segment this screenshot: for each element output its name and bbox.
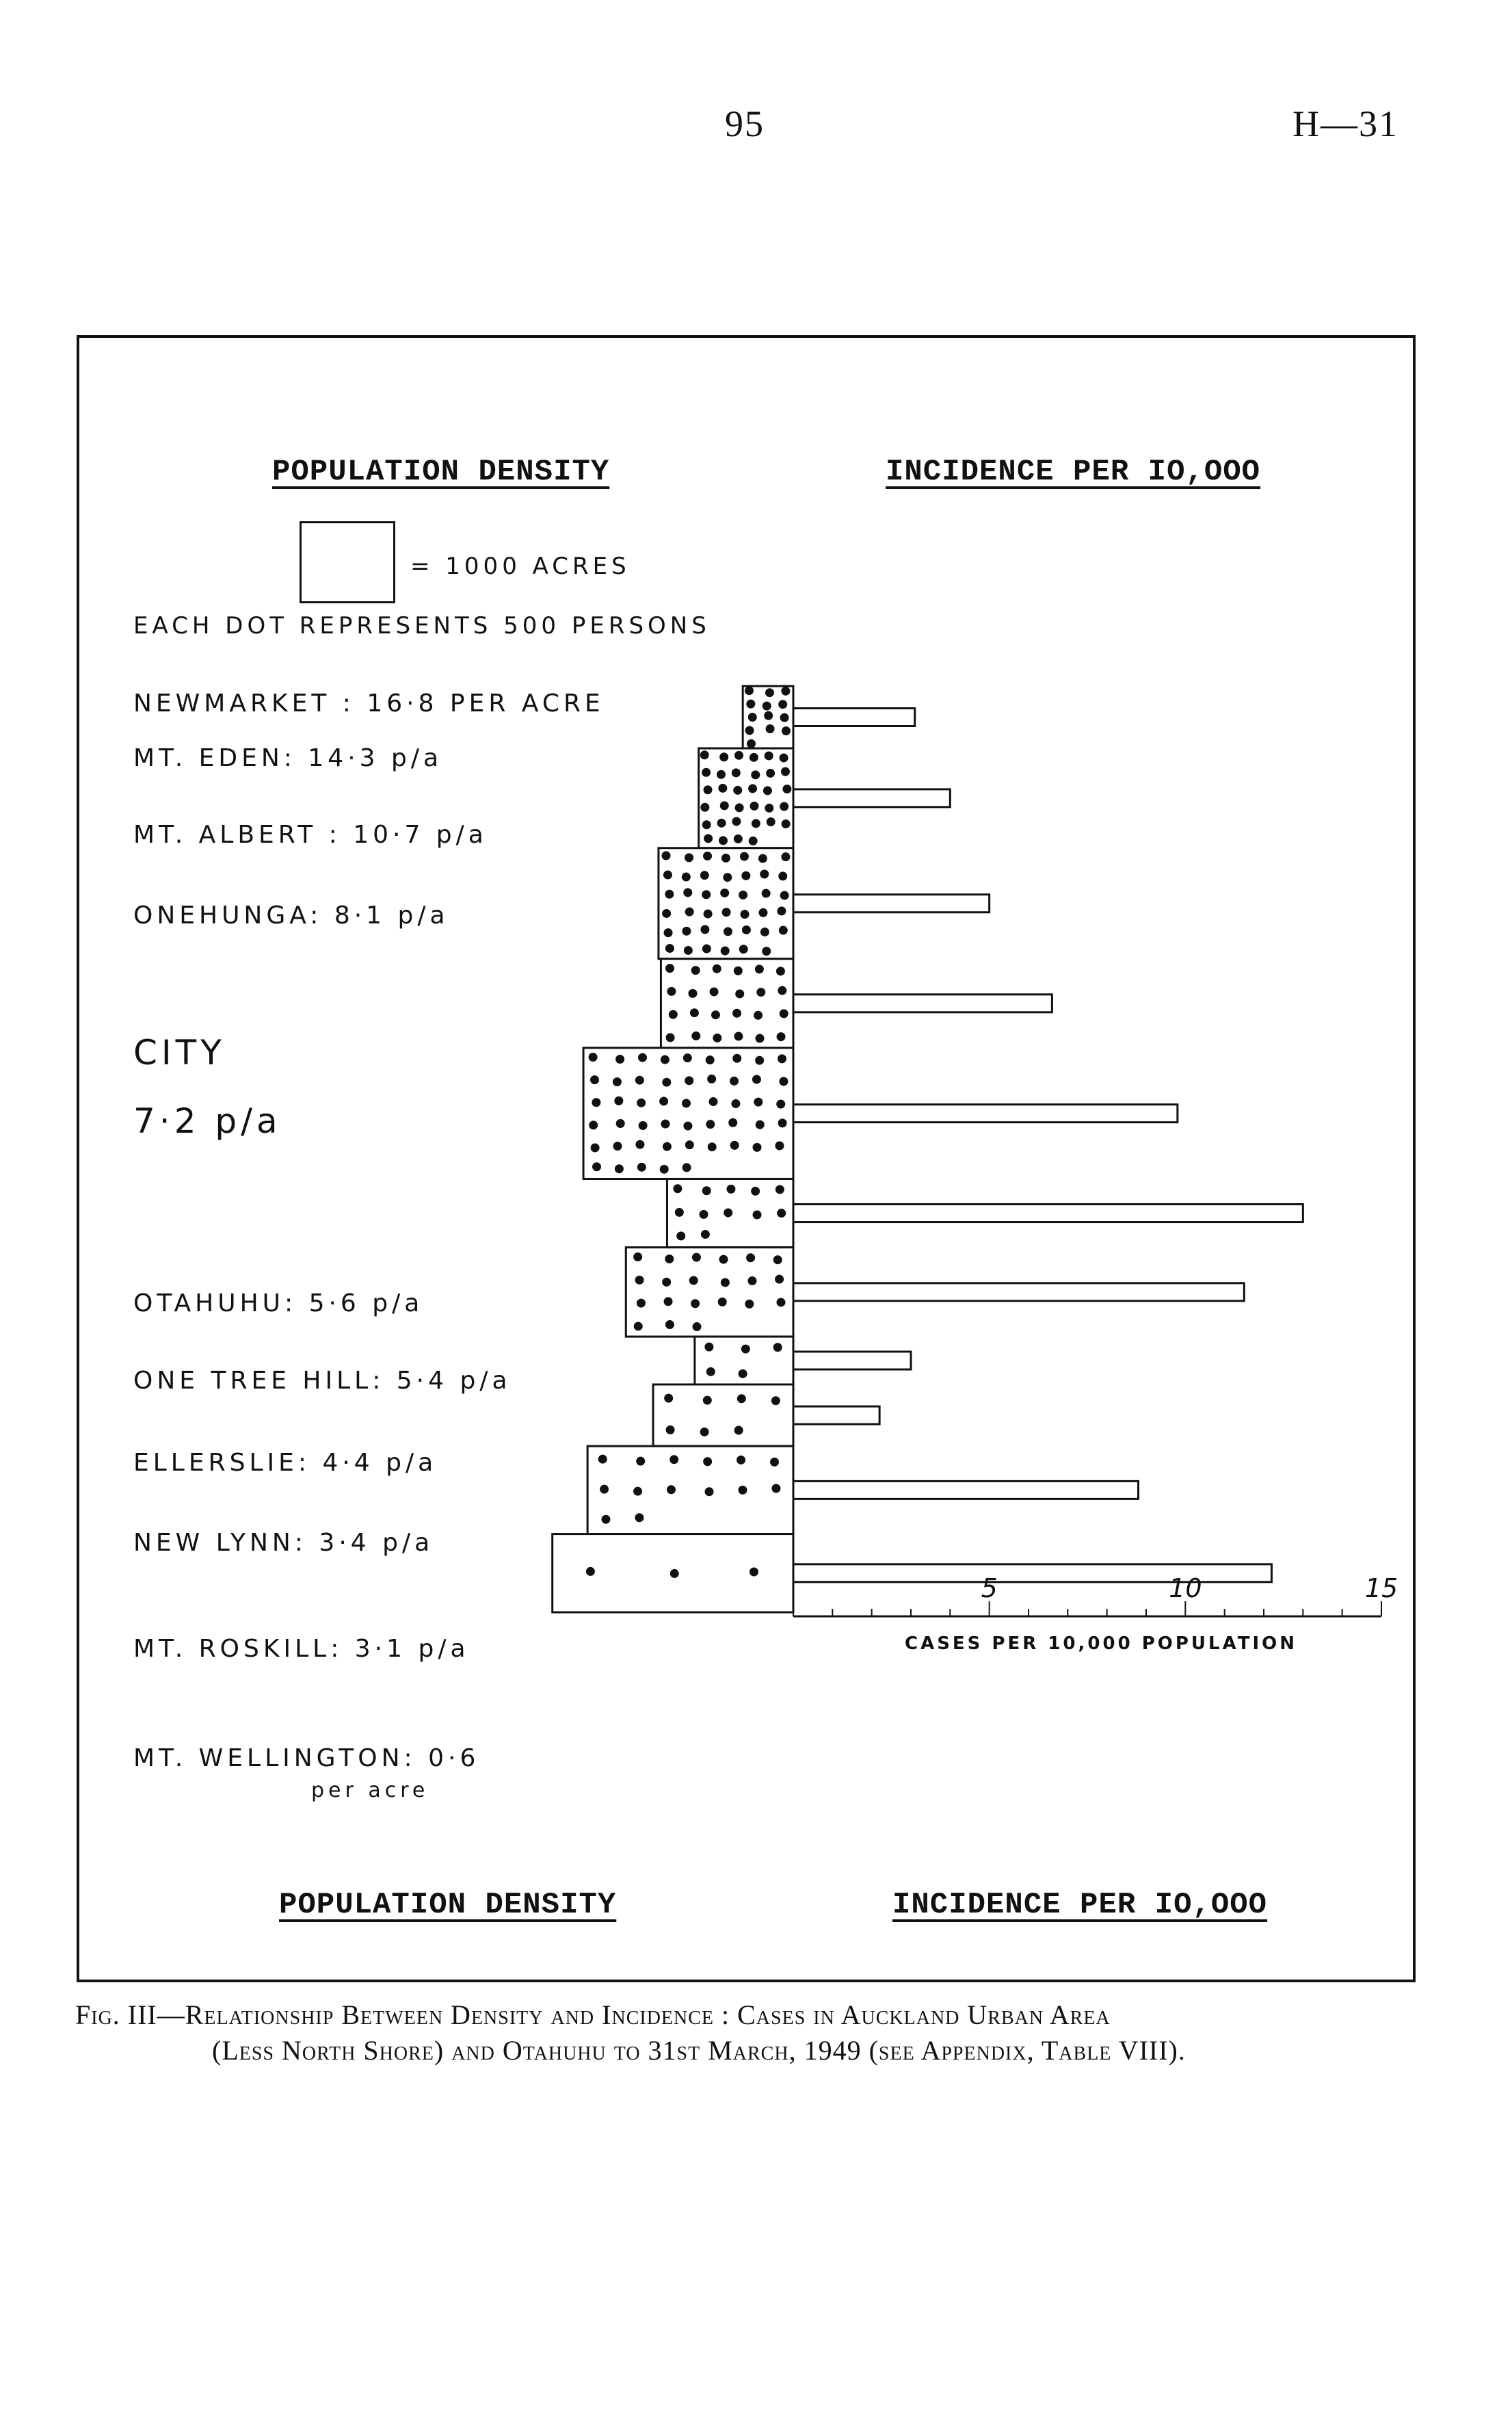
density-dot-city [591,1143,600,1152]
density-dot-mt-eden [767,817,775,826]
incidence-tick-label-10: 10 [1169,1573,1202,1604]
density-dot-onehunga [777,1032,786,1041]
density-dot-newmarket [746,700,755,709]
density-dot-city [778,1054,786,1063]
density-dot-mt-roskill [636,1457,645,1466]
density-dot-onehunga [776,967,785,975]
legend-area-text: = 1000 ACRES [410,553,631,580]
density-dot-mt-albert [702,890,711,899]
density-dot-onehunga [665,964,674,973]
density-block-new-lynn [653,1384,793,1446]
incidence-bar-mt-albert [793,895,990,912]
incidence-bar-otahuhu [793,1205,1303,1222]
density-dot-newmarket [748,713,757,722]
figure-caption [75,1997,1436,2068]
density-dot-one-tree-hill [693,1322,702,1331]
density-dot-mt-eden [718,784,727,793]
row-label-city-density: 7·2 p/a [133,1101,282,1141]
density-dot-city [706,1055,715,1064]
density-dot-mt-roskill [737,1456,745,1464]
density-dot-mt-eden [749,837,758,845]
density-dot-mt-eden [748,784,757,793]
density-dot-mt-eden [752,819,760,828]
density-dot-mt-albert [758,908,767,917]
density-dot-city [638,1053,647,1062]
density-dot-mt-roskill [669,1455,678,1464]
density-dot-mt-albert [664,928,673,937]
density-dot-mt-eden [732,817,741,826]
density-dot-otahuhu [775,1185,784,1194]
density-dot-mt-albert [741,871,750,880]
density-dot-mt-albert [662,909,671,918]
density-dot-city [616,1119,625,1128]
row-label-ellerslie: ELLERSLIE: 4·4 p/a [133,1449,438,1477]
density-dot-mt-albert [722,908,731,917]
density-dot-mt-albert [779,926,788,935]
caption-line-1: Fig. III—Relationship Between Density and Incidence : Cases in Auckland Urban Area [75,1999,1111,2030]
density-block-mt-albert [659,848,793,959]
density-dot-one-tree-hill [689,1276,698,1285]
density-dot-onehunga [689,989,698,998]
density-dot-mt-roskill [771,1484,780,1493]
row-label-one-tree-hill: ONE TREE HILL: 5·4 p/a [133,1367,512,1395]
density-block-mt-eden [699,748,793,848]
density-dot-mt-albert [663,871,672,880]
density-dot-mt-eden [735,803,744,812]
density-dot-otahuhu [726,1185,735,1194]
incidence-bar-mt-roskill [793,1481,1139,1499]
density-dot-city [685,1076,693,1085]
density-dot-mt-albert [703,852,712,860]
density-dot-mt-albert [685,853,693,862]
density-dot-onehunga [755,964,764,973]
density-dot-newmarket [745,726,754,735]
density-dot-mt-eden [704,834,713,843]
density-block-mt-roskill [587,1446,793,1534]
density-dot-city [728,1118,737,1127]
density-dot-otahuhu [751,1187,760,1196]
density-dot-mt-roskill [598,1455,607,1464]
density-dot-otahuhu [675,1208,684,1217]
density-dot-onehunga [669,1010,678,1019]
density-dot-mt-eden [719,836,728,845]
density-dot-onehunga [778,986,786,995]
incidence-bar-onehunga [793,995,1052,1012]
density-dot-city [685,1140,694,1149]
density-dot-newmarket [747,739,756,748]
density-dot-one-tree-hill [637,1299,646,1308]
density-dot-mt-eden [750,802,758,811]
density-dot-mt-eden [734,835,743,843]
density-dot-onehunga [713,1034,721,1042]
density-dot-one-tree-hill [665,1320,674,1329]
density-dot-mt-albert [704,910,713,919]
density-dot-otahuhu [701,1230,710,1239]
density-dot-newmarket [781,687,790,696]
density-dot-mt-albert [682,873,691,882]
density-dot-mt-roskill [600,1485,609,1494]
density-dot-mt-eden [766,769,775,778]
density-dot-onehunga [711,1010,720,1019]
density-dot-mt-roskill [703,1457,712,1466]
density-dot-mt-albert [758,854,767,863]
density-dot-onehunga [732,1009,741,1018]
row-label-new-lynn: NEW LYNN: 3·4 p/a [133,1529,434,1557]
density-dot-onehunga [690,1008,699,1017]
density-dot-onehunga [734,967,743,975]
density-dot-one-tree-hill [634,1322,643,1330]
density-dot-mt-albert [739,945,748,954]
density-dot-mt-eden [700,750,709,759]
density-dot-newmarket [782,726,791,735]
density-dot-new-lynn [700,1428,709,1436]
density-dot-mt-eden [765,751,773,760]
density-dot-mt-wellington [750,1568,758,1577]
density-dot-mt-eden [750,753,758,762]
incidence-bar-one-tree-hill [793,1283,1244,1301]
density-dot-city [756,1120,765,1129]
density-dot-mt-eden [734,751,743,760]
density-dot-ellerslie [741,1345,750,1354]
density-dot-city [778,1118,787,1127]
density-dot-mt-roskill [738,1486,747,1495]
density-dot-city [590,1075,599,1084]
density-dot-onehunga [754,1011,762,1020]
density-dot-mt-albert [685,908,694,917]
density-dot-mt-albert [665,890,674,899]
density-dot-mt-eden [717,819,726,828]
heading-incidence-top: INCIDENCE PER IO,OOO [886,455,1261,489]
density-dot-mt-wellington [670,1569,679,1578]
row-label-onehunga: ONEHUNGA: 8·1 p/a [133,902,449,930]
density-dot-city [775,1141,784,1150]
density-dot-city [635,1076,644,1085]
density-dot-one-tree-hill [718,1298,727,1306]
density-dot-mt-eden [782,819,791,828]
incidence-bar-newmarket [793,708,915,726]
density-dot-ellerslie [739,1369,747,1378]
density-dot-city [707,1075,716,1083]
incidence-bar-city [793,1105,1178,1122]
series-reference: H—31 [1292,103,1398,144]
density-dot-mt-roskill [705,1487,714,1496]
density-dot-city [708,1142,717,1151]
density-dot-city [732,1054,741,1063]
density-dot-mt-albert [760,869,769,878]
density-dot-mt-eden [719,752,728,761]
heading-incidence-bottom: INCIDENCE PER IO,OOO [892,1888,1268,1922]
density-dot-otahuhu [676,1231,685,1240]
density-dot-mt-albert [665,944,674,953]
density-dot-city [730,1077,739,1086]
density-dot-city [730,1141,739,1150]
density-dot-newmarket [765,688,774,697]
density-dot-mt-eden [781,767,790,776]
density-dot-mt-roskill [635,1513,644,1522]
density-dot-city [660,1165,669,1174]
density-dot-onehunga [666,1033,675,1042]
density-dot-new-lynn [771,1396,780,1405]
density-dot-otahuhu [702,1186,711,1195]
density-dot-mt-albert [778,871,787,880]
row-label-mt-wellington: MT. WELLINGTON: 0·6 [133,1744,480,1772]
density-dot-onehunga [756,1034,765,1043]
density-block-onehunga [661,959,793,1048]
density-dot-onehunga [710,987,719,996]
density-dot-mt-albert [777,906,786,915]
density-dot-mt-eden [763,786,772,795]
density-dot-ellerslie [773,1343,782,1352]
density-dot-otahuhu [700,1210,708,1219]
density-block-city [583,1048,793,1179]
density-dot-city [706,1120,715,1129]
row-label-city: CITY [133,1033,226,1073]
density-dot-city [661,1120,670,1129]
density-dot-city [637,1163,646,1172]
density-dot-onehunga [734,1032,743,1041]
density-dot-one-tree-hill [635,1276,644,1285]
density-dot-one-tree-hill [692,1253,701,1262]
density-dot-ellerslie [704,1343,713,1352]
density-dot-new-lynn [664,1394,673,1403]
density-dot-mt-albert [700,925,709,934]
density-dot-mt-albert [684,946,693,955]
density-dot-mt-albert [762,947,771,956]
density-dot-newmarket [780,713,789,722]
incidence-tick-label-15: 15 [1364,1573,1398,1604]
density-dot-mt-albert [683,888,692,897]
density-dot-city [613,1077,622,1086]
density-dot-newmarket [764,711,773,720]
density-dot-mt-eden [702,768,711,777]
density-dot-mt-wellington [586,1567,595,1576]
density-dot-city [661,1055,669,1064]
density-dot-city [592,1162,601,1171]
density-dot-city [659,1096,668,1105]
density-dot-city [731,1099,740,1108]
density-dot-onehunga [691,966,700,975]
density-dot-city [589,1053,598,1062]
density-dot-newmarket [778,700,787,709]
density-dot-otahuhu [777,1209,786,1218]
density-dot-one-tree-hill [691,1299,700,1308]
heading-population-density-bottom: POPULATION DENSITY [279,1888,617,1922]
density-dot-onehunga [667,987,676,996]
density-dot-city [614,1096,623,1105]
density-dot-onehunga [780,1009,788,1018]
density-dot-new-lynn [703,1396,712,1405]
density-dot-city [615,1055,624,1064]
density-dot-newmarket [762,702,771,711]
density-dot-city [753,1143,762,1152]
density-dot-city [779,1077,788,1086]
density-dot-mt-eden [733,786,742,795]
heading-population-density-top: POPULATION DENSITY [272,455,610,489]
density-dot-city [683,1122,692,1131]
density-dot-city [682,1099,691,1107]
density-dot-mt-albert [762,889,771,898]
density-dot-mt-albert [740,852,749,861]
density-dot-mt-eden [782,785,791,793]
density-dot-mt-albert [724,927,732,936]
density-dot-mt-eden [780,753,788,762]
density-dot-mt-eden [751,770,760,779]
density-dot-one-tree-hill [665,1254,674,1263]
density-dot-one-tree-hill [662,1278,671,1287]
density-dot-mt-eden [704,785,713,794]
density-dot-city [592,1098,600,1107]
density-dot-onehunga [756,988,765,997]
density-dot-mt-eden [780,802,788,811]
density-dot-otahuhu [673,1184,682,1193]
density-dot-mt-roskill [633,1487,642,1496]
density-dot-newmarket [745,686,754,695]
density-dot-one-tree-hill [745,1300,754,1309]
density-dot-city [637,1099,646,1107]
density-dot-new-lynn [734,1426,743,1435]
incidence-axis-label: CASES PER 10,000 POPULATION [904,1633,1298,1655]
density-dot-city [589,1120,598,1129]
density-dot-city [662,1078,671,1087]
density-dot-mt-albert [723,873,732,882]
density-dot-new-lynn [737,1394,746,1403]
density-dot-city [639,1121,648,1130]
density-dot-city [709,1097,718,1106]
row-label-mt-eden: MT. EDEN: 14·3 p/a [133,744,443,772]
row-label-newmarket: NEWMARKET : 16·8 PER ACRE [133,689,605,718]
incidence-tick-label-5: 5 [981,1573,998,1604]
legend-dot-text: EACH DOT REPRESENTS 500 PERSONS [133,612,711,640]
row-label-mt-albert: MT. ALBERT : 10·7 p/a [133,821,488,849]
density-dot-one-tree-hill [748,1276,757,1285]
density-dot-city [682,1163,691,1172]
density-dot-city [752,1075,761,1084]
density-dot-one-tree-hill [773,1255,782,1264]
density-dot-mt-albert [682,927,691,936]
density-dot-one-tree-hill [721,1278,730,1287]
density-dot-onehunga [735,989,744,998]
density-dot-otahuhu [753,1210,762,1219]
density-dot-city [613,1142,622,1151]
density-dot-new-lynn [666,1425,675,1434]
density-dot-mt-albert [702,945,711,954]
caption-line-2: (Less North Shore) and Otahuhu to 31st March, 1949 (see Appendix, Table VIII). [212,2035,1186,2066]
density-dot-mt-albert [662,851,671,860]
density-dot-ellerslie [706,1367,715,1376]
incidence-bar-new-lynn [793,1406,879,1424]
density-dot-mt-albert [700,871,709,880]
density-dot-city [754,1098,762,1107]
row-label-mt-wellington-unit: per acre [311,1778,429,1802]
density-dot-city [776,1100,785,1109]
density-dot-one-tree-hill [633,1252,642,1261]
density-dot-mt-albert [720,889,729,897]
page-number: 95 [725,103,765,144]
density-dot-otahuhu [724,1208,732,1217]
density-dot-city [755,1056,764,1065]
density-dot-mt-eden [720,801,729,810]
density-dot-one-tree-hill [719,1255,728,1264]
density-dot-mt-roskill [667,1485,676,1494]
incidence-bar-ellerslie [793,1352,911,1369]
density-dot-one-tree-hill [664,1297,673,1306]
density-dot-mt-eden [702,820,711,829]
density-dot-mt-eden [732,768,741,777]
incidence-bar-mt-eden [793,789,950,807]
density-dot-mt-albert [781,852,790,861]
density-dot-mt-albert [760,928,769,936]
density-dot-city [683,1053,692,1062]
density-dot-onehunga [713,964,721,973]
density-dot-onehunga [691,1031,700,1040]
density-dot-mt-albert [721,854,730,863]
row-label-mt-roskill: MT. ROSKILL: 3·1 p/a [133,1635,470,1663]
density-dot-newmarket [766,724,775,733]
density-dot-mt-albert [780,891,789,900]
density-dot-one-tree-hill [777,1298,786,1306]
density-dot-one-tree-hill [746,1253,755,1262]
density-dot-mt-albert [742,925,751,934]
density-dot-mt-albert [739,891,747,899]
density-dot-mt-eden [717,770,726,779]
density-dot-city [615,1164,624,1173]
density-dot-city [635,1140,644,1149]
density-dot-mt-albert [741,910,750,919]
row-label-otahuhu: OTAHUHU: 5·6 p/a [133,1289,424,1317]
density-dot-mt-eden [700,803,709,812]
density-dot-mt-eden [765,804,773,813]
density-dot-one-tree-hill [775,1275,784,1284]
density-dot-city [663,1142,672,1151]
density-dot-mt-albert [721,947,730,956]
density-dot-mt-roskill [601,1515,610,1524]
density-dot-mt-roskill [770,1458,779,1467]
density-block-one-tree-hill [626,1248,793,1337]
